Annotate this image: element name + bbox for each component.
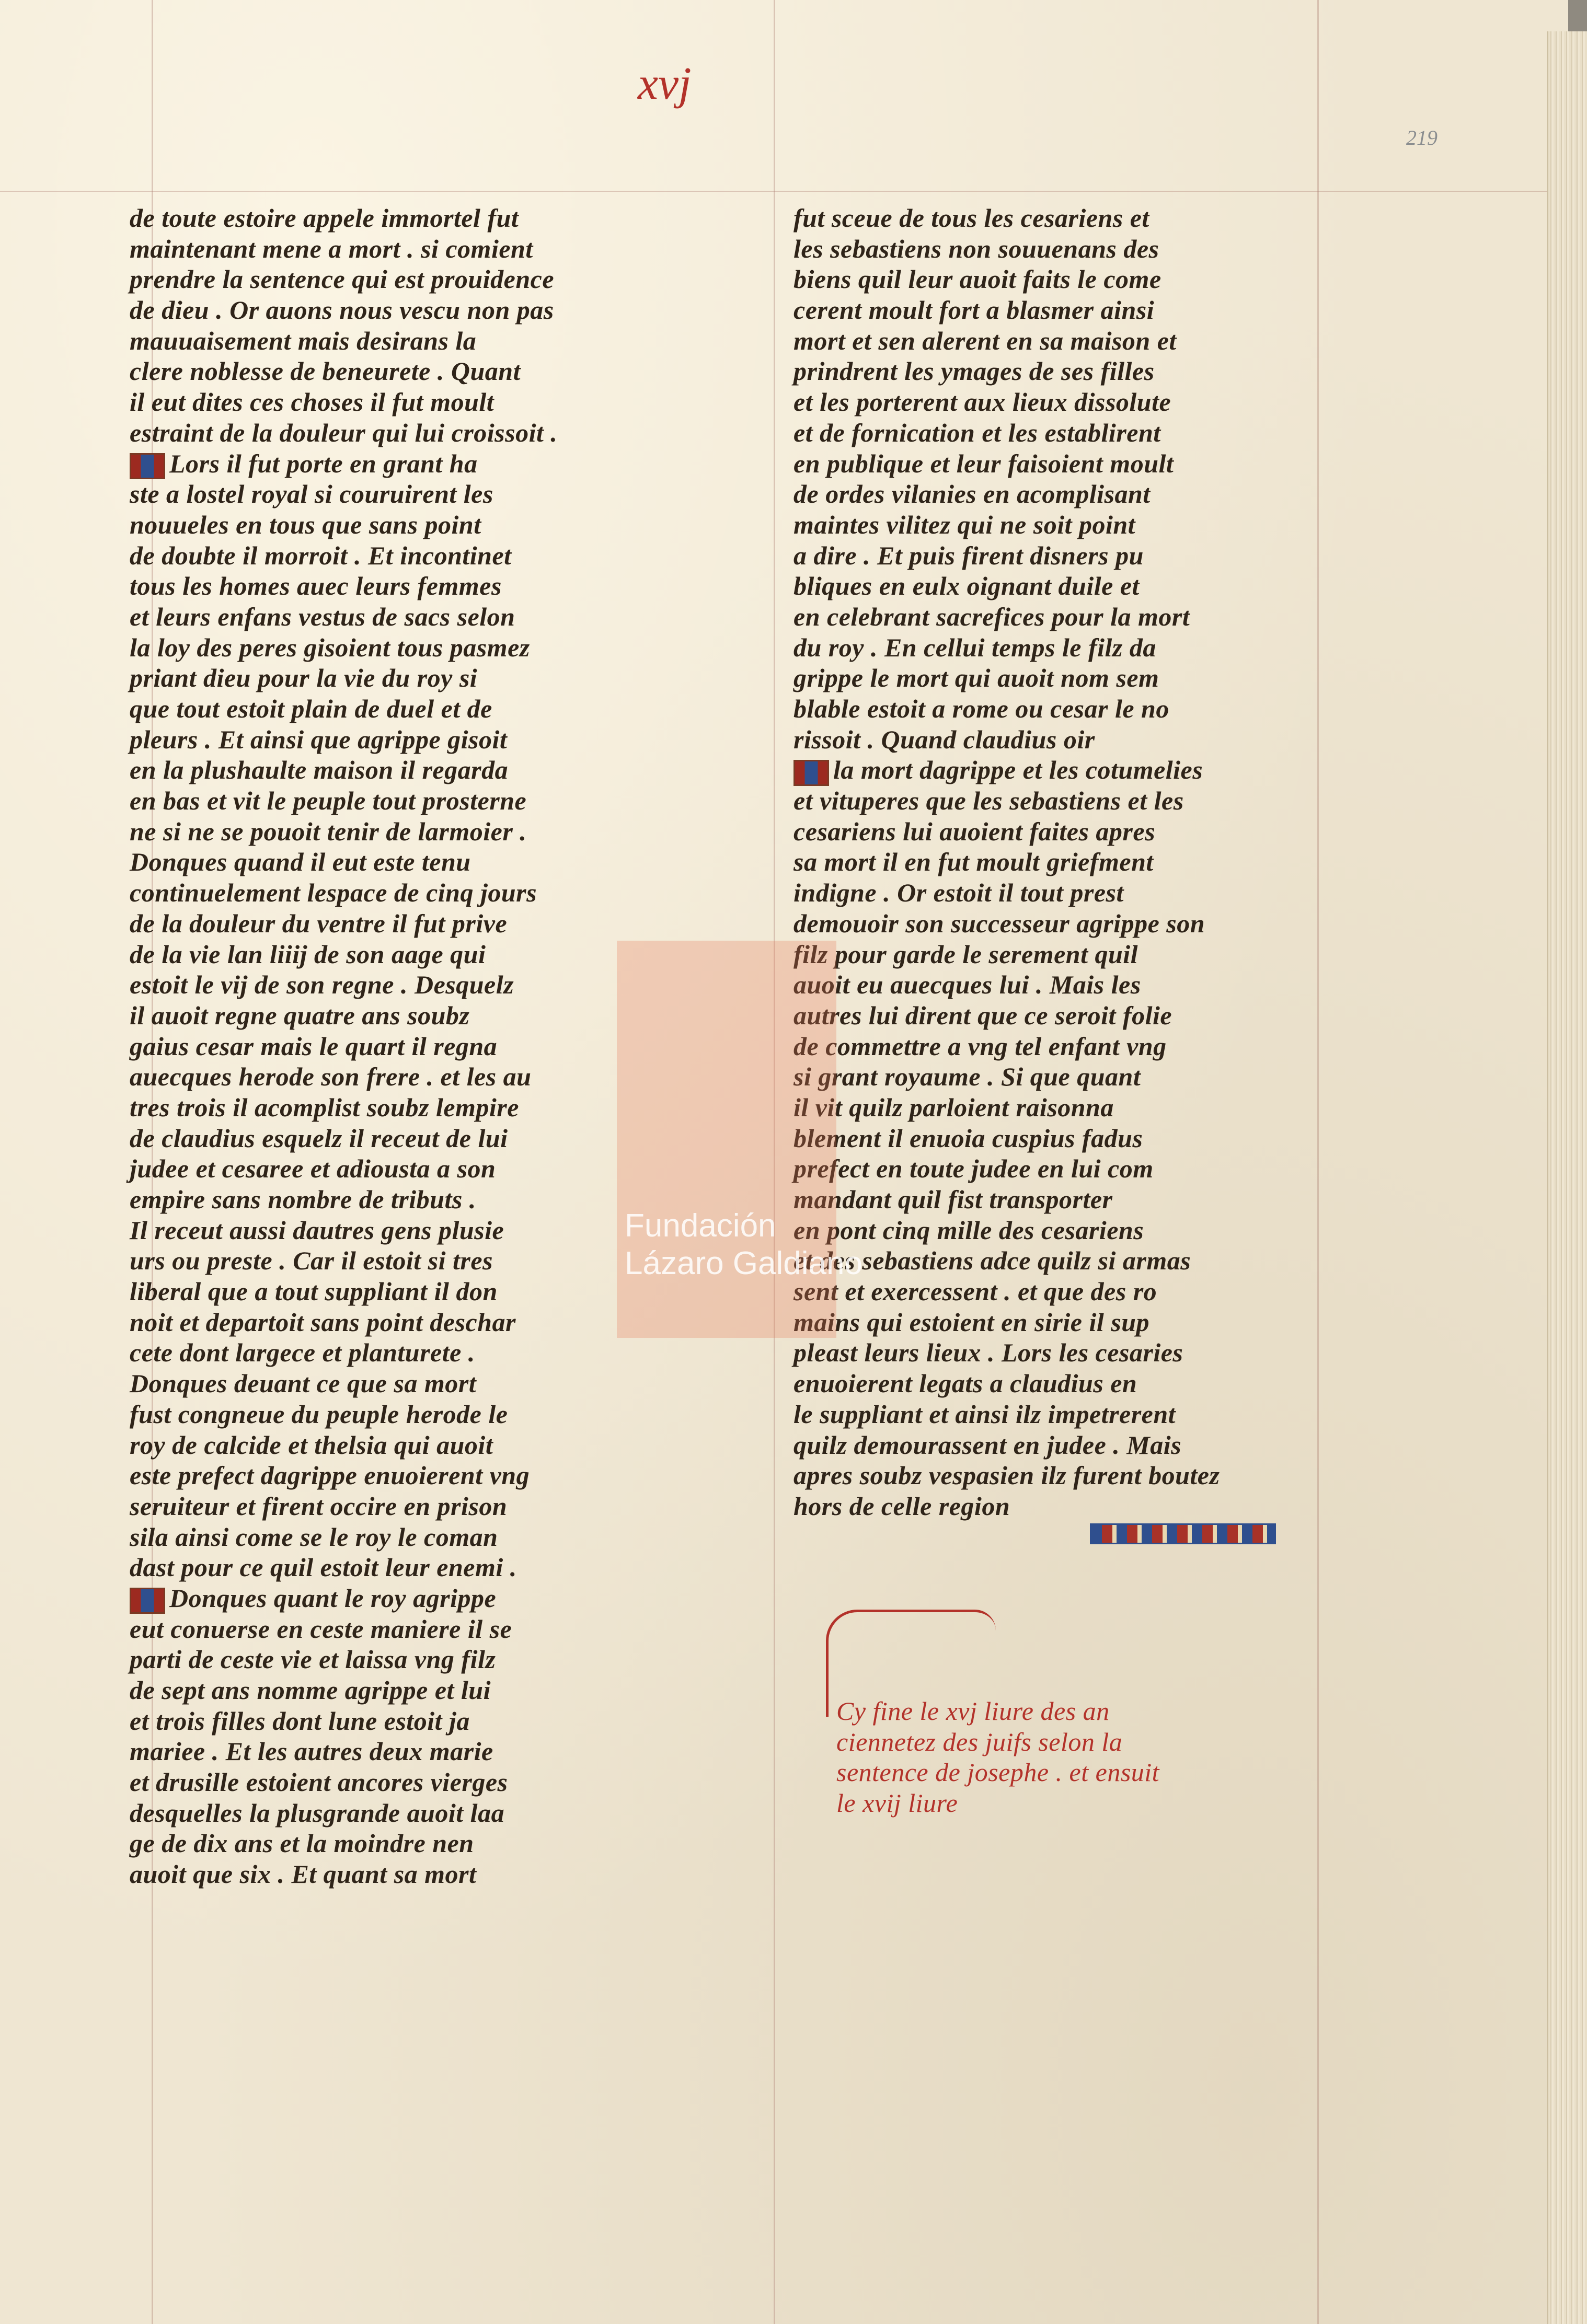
text-line: seruiteur et firent occire en prison xyxy=(130,1491,508,1521)
text-line: ste a lostel royal si couruirent les xyxy=(130,479,493,509)
text-line: en pont cinq mille des cesariens xyxy=(794,1215,1144,1245)
text-line: sila ainsi come se le roy le coman xyxy=(130,1522,498,1552)
text-line: priant dieu pour la vie du roy si xyxy=(130,663,478,693)
text-line: roy de calcide et thelsia qui auoit xyxy=(130,1430,493,1460)
text-line: fust congneue du peuple herode le xyxy=(130,1399,508,1429)
decorated-initial xyxy=(130,453,165,479)
text-line: autres lui dirent que ce seroit folie xyxy=(794,1000,1172,1030)
colophon xyxy=(836,1696,1338,1819)
text-line: auecques herode son frere . et les au xyxy=(130,1062,532,1092)
text-line: mort et sen alerent en sa maison et xyxy=(794,326,1177,355)
text-line: filz pour garde le serement quil xyxy=(794,939,1138,969)
text-line: tres trois il acomplist soubz lempire xyxy=(130,1092,519,1122)
text-line: demouoir son successeur agrippe son xyxy=(794,908,1205,938)
text-line: indigne . Or estoit il tout prest xyxy=(794,878,1124,908)
text-line: de la vie lan liiij de son aage qui xyxy=(130,939,486,969)
text-line: cete dont largece et planturete . xyxy=(130,1338,475,1368)
text-line: este prefect dagrippe enuoierent vng xyxy=(130,1461,530,1490)
text-line: en celebrant sacrefices pour la mort xyxy=(794,602,1190,631)
text-line: de ordes vilanies en acomplisant xyxy=(794,479,1151,509)
text-line: grippe le mort qui auoit nom sem xyxy=(794,663,1159,693)
text-line: Lors il fut porte en grant ha xyxy=(130,448,689,479)
text-line: prindrent les ymages de ses filles xyxy=(794,356,1155,386)
text-line: a dire . Et puis firent disners pu xyxy=(794,540,1144,570)
folio-number-red: xvj xyxy=(638,59,692,109)
text-line: maintenant mene a mort . si comient xyxy=(130,234,533,263)
text-line: il auoit regne quatre ans soubz xyxy=(130,1000,470,1030)
text-line: sent et exercessent . et que des ro xyxy=(794,1277,1157,1306)
line-filler-ornament xyxy=(1090,1523,1276,1544)
text-line: de claudius esquelz il receut de lui xyxy=(130,1123,508,1153)
text-line: ne si ne se pouoit tenir de larmoier . xyxy=(130,816,527,846)
text-line: de doubte il morroit . Et incontinet xyxy=(130,540,512,570)
text-line: en la plushaulte maison il regarda xyxy=(130,755,509,785)
text-line: eut conuerse en ceste maniere il se xyxy=(130,1614,512,1644)
text-line: apres soubz vespasien ilz furent boutez xyxy=(794,1461,1220,1490)
text-line: la loy des peres gisoient tous pasmez xyxy=(130,632,530,662)
text-line: Il receut aussi dautres gens plusie xyxy=(130,1215,504,1245)
text-line: mandant quil fist transporter xyxy=(794,1185,1113,1214)
text-line: de sept ans nomme agrippe et lui xyxy=(130,1675,491,1705)
page-fore-edge xyxy=(1547,31,1587,2324)
text-line: blable estoit a rome ou cesar le no xyxy=(794,694,1169,723)
text-line: et de fornication et les establirent xyxy=(794,418,1161,447)
text-line: et trois filles dont lune estoit ja xyxy=(130,1706,470,1736)
text-line: liberal que a tout suppliant il don xyxy=(130,1277,498,1306)
text-line: estraint de la douleur qui lui croissoit . xyxy=(130,418,558,447)
colophon-line: sentence de josephe . et ensuit xyxy=(836,1758,1160,1787)
text-line: et leurs enfans vestus de sacs selon xyxy=(130,602,515,631)
text-line: Donques deuant ce que sa mort xyxy=(130,1369,477,1398)
text-line: de commettre a vng tel enfant vng xyxy=(794,1031,1167,1061)
text-line: sa mort il en fut moult griefment xyxy=(794,847,1154,877)
watermark-text: Fundación Lázaro Galdiano xyxy=(625,1208,862,1281)
text-line: de dieu . Or auons nous vescu non pas xyxy=(130,295,554,325)
text-line: mariee . Et les autres deux marie xyxy=(130,1737,493,1766)
text-line: tous les homes auec leurs femmes xyxy=(130,571,502,601)
text-line: empire sans nombre de tributs . xyxy=(130,1185,476,1214)
decorated-initial xyxy=(794,760,829,786)
text-line: biens quil leur auoit faits le come xyxy=(794,264,1162,294)
text-line: auoit eu auecques lui . Mais les xyxy=(794,970,1141,1000)
text-line: prefect en toute judee en lui com xyxy=(794,1154,1154,1184)
colophon-line: le xvij liure xyxy=(836,1788,958,1818)
text-line: clere noblesse de beneurete . Quant xyxy=(130,356,521,386)
text-line: urs ou preste . Car il estoit si tres xyxy=(130,1246,493,1276)
text-line: parti de ceste vie et laissa vng filz xyxy=(130,1645,496,1674)
text-line: rissoit . Quand claudius oir xyxy=(794,724,1095,754)
text-line: hors de celle region xyxy=(794,1491,1010,1521)
text-line: fut sceue de tous les cesariens et xyxy=(794,203,1149,233)
text-line: auoit que six . Et quant sa mort xyxy=(130,1859,477,1889)
text-line: Donques quant le roy agrippe xyxy=(130,1583,689,1614)
text-line: noit et departoit sans point deschar xyxy=(130,1307,516,1337)
text-line: bliques en eulx oignant duile et xyxy=(794,571,1140,601)
text-line: il vit quilz parloient raisonna xyxy=(794,1092,1114,1122)
text-line: pleast leurs lieux . Lors les cesaries xyxy=(794,1338,1183,1368)
text-line: cerent moult fort a blasmer ainsi xyxy=(794,295,1155,325)
text-line: si grant royaume . Si que quant xyxy=(794,1062,1141,1092)
text-line: prendre la sentence qui est prouidence xyxy=(130,264,555,294)
text-line: continuelement lespace de cinq jours xyxy=(130,878,537,908)
text-line: de la douleur du ventre il fut prive xyxy=(130,908,508,938)
text-line: pleurs . Et ainsi que agrippe gisoit xyxy=(130,724,508,754)
text-line: la mort dagrippe et les cotumelies xyxy=(794,755,1321,785)
text-line: quilz demourassent en judee . Mais xyxy=(794,1430,1182,1460)
text-line: desquelles la plusgrande auoit laa xyxy=(130,1798,505,1828)
text-line: en publique et leur faisoient moult xyxy=(794,448,1174,478)
text-line: nouueles en tous que sans point xyxy=(130,510,481,539)
text-line: judee et cesaree et adiousta a son xyxy=(130,1154,496,1184)
text-line: mains qui estoient en sirie il sup xyxy=(794,1307,1150,1337)
decorated-initial xyxy=(130,1588,165,1614)
colophon-line: Cy fine le xvj liure des an xyxy=(836,1696,1110,1726)
text-line: enuoierent legats a claudius en xyxy=(794,1369,1137,1398)
text-line: Donques quand il eut este tenu xyxy=(130,847,471,877)
text-line: de toute estoire appele immortel fut xyxy=(130,203,519,233)
text-line: mauuaisement mais desirans la xyxy=(130,326,477,355)
text-line: que tout estoit plain de duel et de xyxy=(130,694,492,723)
text-line: ge de dix ans et la moindre nen xyxy=(130,1829,474,1858)
text-line: estoit le vij de son regne . Desquelz xyxy=(130,970,514,1000)
text-column-left xyxy=(130,203,689,1890)
folio-number-pencil: 219 xyxy=(1406,126,1438,149)
text-line: cesariens lui auoient faites apres xyxy=(794,816,1156,846)
text-line: dast pour ce quil estoit leur enemi . xyxy=(130,1553,517,1582)
ruling-line xyxy=(0,191,1547,192)
text-line: et des sebastiens adce quilz si armas xyxy=(794,1246,1191,1276)
colophon-line: ciennetez des juifs selon la xyxy=(836,1727,1123,1756)
text-line: et drusille estoient ancores vierges xyxy=(130,1767,508,1797)
text-line: maintes vilitez qui ne soit point xyxy=(794,510,1136,539)
text-line: blement il enuoia cuspius fadus xyxy=(794,1123,1143,1153)
text-line: et les porterent aux lieux dissolute xyxy=(794,387,1171,417)
text-column-right xyxy=(794,203,1321,1522)
text-line: les sebastiens non souuenans des xyxy=(794,234,1159,263)
text-line: il eut dites ces choses il fut moult xyxy=(130,387,494,417)
text-line: le suppliant et ainsi ilz impetrerent xyxy=(794,1399,1176,1429)
text-line: gaius cesar mais le quart il regna xyxy=(130,1031,498,1061)
text-line: du roy . En cellui temps le filz da xyxy=(794,632,1156,662)
text-line: en bas et vit le peuple tout prosterne xyxy=(130,786,527,816)
text-line: et vituperes que les sebastiens et les xyxy=(794,786,1184,816)
